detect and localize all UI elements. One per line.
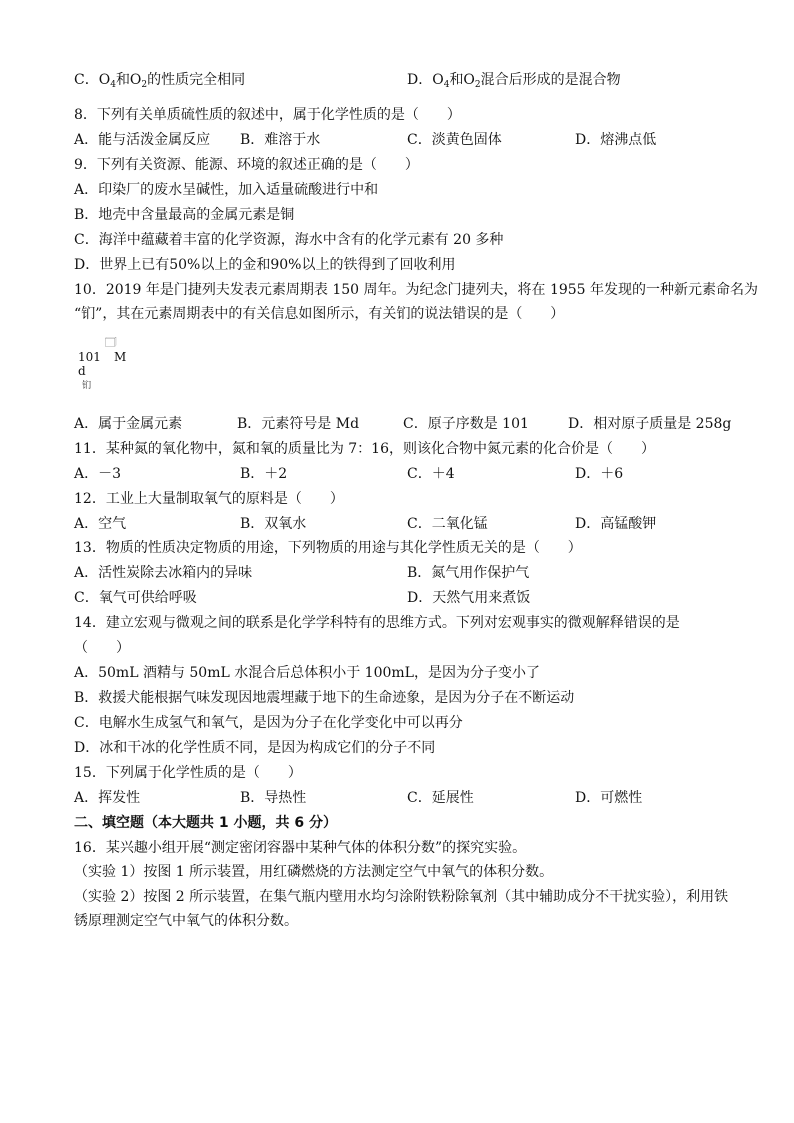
q15-option-a: A．挥发性 [74, 790, 141, 806]
q9-option-d: D．世界上已有50%以上的金和90%以上的铁得到了回收利用 [74, 257, 456, 273]
q9-option-b: B．地壳中含量最高的金属元素是铜 [74, 207, 295, 223]
q15-option-b: B．导热性 [240, 790, 307, 806]
q10-option-c: C．原子序数是 101 [403, 416, 529, 432]
q13-option-c: C．氧气可供给呼吸 [74, 590, 197, 606]
q14-option-b: B．救援犬能根据气味发现因地震埋藏于地下的生命迹象，是因为分子在不断运动 [74, 690, 575, 706]
q8-option-a: A．能与活泼金属反应 [74, 132, 211, 148]
element-symbol-part1: M [114, 350, 127, 364]
q7-option-c-text: C．O [74, 72, 111, 88]
subscript: 2 [141, 80, 148, 90]
q8-stem: 8．下列有关单质硫性质的叙述中，属于化学性质的是（ ） [74, 107, 461, 123]
q11-option-b: B．＋2 [240, 466, 288, 482]
q13-option-d: D．天然气用来煮饭 [407, 590, 531, 606]
q12-option-c: C．二氧化锰 [407, 516, 488, 532]
subscript: 4 [443, 80, 450, 90]
q10-option-a: A．属于金属元素 [74, 416, 183, 432]
q7-option-c-text: 的性质完全相同 [147, 72, 246, 88]
q13-option-a: A．活性炭除去冰箱内的异味 [74, 565, 253, 581]
q11-option-d: D．＋6 [575, 466, 624, 482]
q16-experiment-2-cont: 锈原理测定空气中氧气的体积分数。 [74, 913, 298, 929]
q14-stem: 14．建立宏观与微观之间的联系是化学学科特有的思维方式。下列对宏观事实的微观解释错误的是 [74, 615, 680, 631]
q11-option-c: C．＋4 [407, 466, 455, 482]
q14-option-c: C．电解水生成氢气和氧气，是因为分子在化学变化中可以再分 [74, 715, 463, 731]
q8-option-d: D．熔沸点低 [575, 132, 657, 148]
element-symbol-part2: d [78, 364, 86, 378]
q7-option-c-text: 和O [115, 72, 142, 88]
q11-stem: 11．某种氮的氧化物中，氮和氧的质量比为 7：16，则该化合物中氮元素的化合价是（ ） [74, 441, 655, 457]
q8-option-c: C．淡黄色固体 [407, 132, 502, 148]
q13-stem: 13．物质的性质决定物质的用途，下列物质的用途与其化学性质无关的是（ ） [74, 540, 582, 556]
q14-option-a: A．50mL 酒精与 50mL 水混合后总体积小于 100mL，是因为分子变小了 [74, 665, 540, 681]
q7-option-d-text: D．O [407, 72, 444, 88]
q12-stem: 12．工业上大量制取氧气的原料是（ ） [74, 491, 344, 507]
q14-stem-cont: （ ） [74, 640, 130, 656]
q10-option-b: B．元素符号是 Md [237, 416, 360, 432]
element-cell-figure [74, 337, 154, 409]
q16-experiment-2: （实验 2）按图 2 所示装置，在集气瓶内壁用水均匀涂附铁粉除氧剂（其中辅助成分不干扰实验），利用铁 [74, 889, 729, 905]
q13-option-b: B．氮气用作保护气 [407, 565, 530, 581]
q10-stem: 10．2019 年是门捷列夫发表元素周期表 150 周年。为纪念门捷列夫，将在 1955 年发现的一种新元素命名为 [74, 282, 759, 298]
q7-option-c [74, 71, 245, 94]
q7-option-d-text: 混合后形成的是混合物 [480, 72, 621, 88]
q15-option-c: C．延展性 [407, 790, 474, 806]
element-cell-3d-frame [74, 337, 148, 347]
q12-option-a: A．空气 [74, 516, 127, 532]
subscript: 4 [110, 80, 116, 90]
q11-option-a: A．－3 [74, 466, 122, 482]
q15-option-d: D．可燃性 [575, 790, 643, 806]
q9-option-a: A．印染厂的废水呈碱性，加入适量硫酸进行中和 [74, 182, 379, 198]
q12-option-d: D．高锰酸钾 [575, 516, 657, 532]
section-heading: 二、填空题（本大题共 1 小题，共 6 分） [74, 815, 337, 831]
q12-option-b: B．双氧水 [240, 516, 307, 532]
q8-option-b: B．难溶于水 [240, 132, 321, 148]
q7-option-d [407, 71, 621, 94]
element-atomic-number: 101 [78, 350, 101, 364]
q16-stem: 16．某兴趣小组开展“测定密闭容器中某种气体的体积分数”的探究实验。 [74, 840, 527, 856]
q9-option-c: C．海洋中蕴藏着丰富的化学资源，海水中含有的化学元素有 20 多种 [74, 232, 504, 248]
q15-stem: 15．下列属于化学性质的是（ ） [74, 765, 302, 781]
q9-stem: 9．下列有关资源、能源、环境的叙述正确的是（ ） [74, 157, 419, 173]
q7-option-d-text: 和O [449, 72, 475, 88]
q10-option-d: D．相对原子质量是 258g [568, 416, 732, 432]
q14-option-d: D．冰和干冰的化学性质不同，是因为构成它们的分子不同 [74, 740, 436, 756]
element-name: 钔 [82, 381, 92, 391]
q10-stem-cont: “钔”，其在元素周期表中的有关信息如图所示，有关钔的说法错误的是（ ） [74, 306, 565, 322]
q16-experiment-1: （实验 1）按图 1 所示装置，用红磷燃烧的方法测定空气中氧气的体积分数。 [74, 864, 554, 880]
subscript: 2 [474, 80, 481, 90]
